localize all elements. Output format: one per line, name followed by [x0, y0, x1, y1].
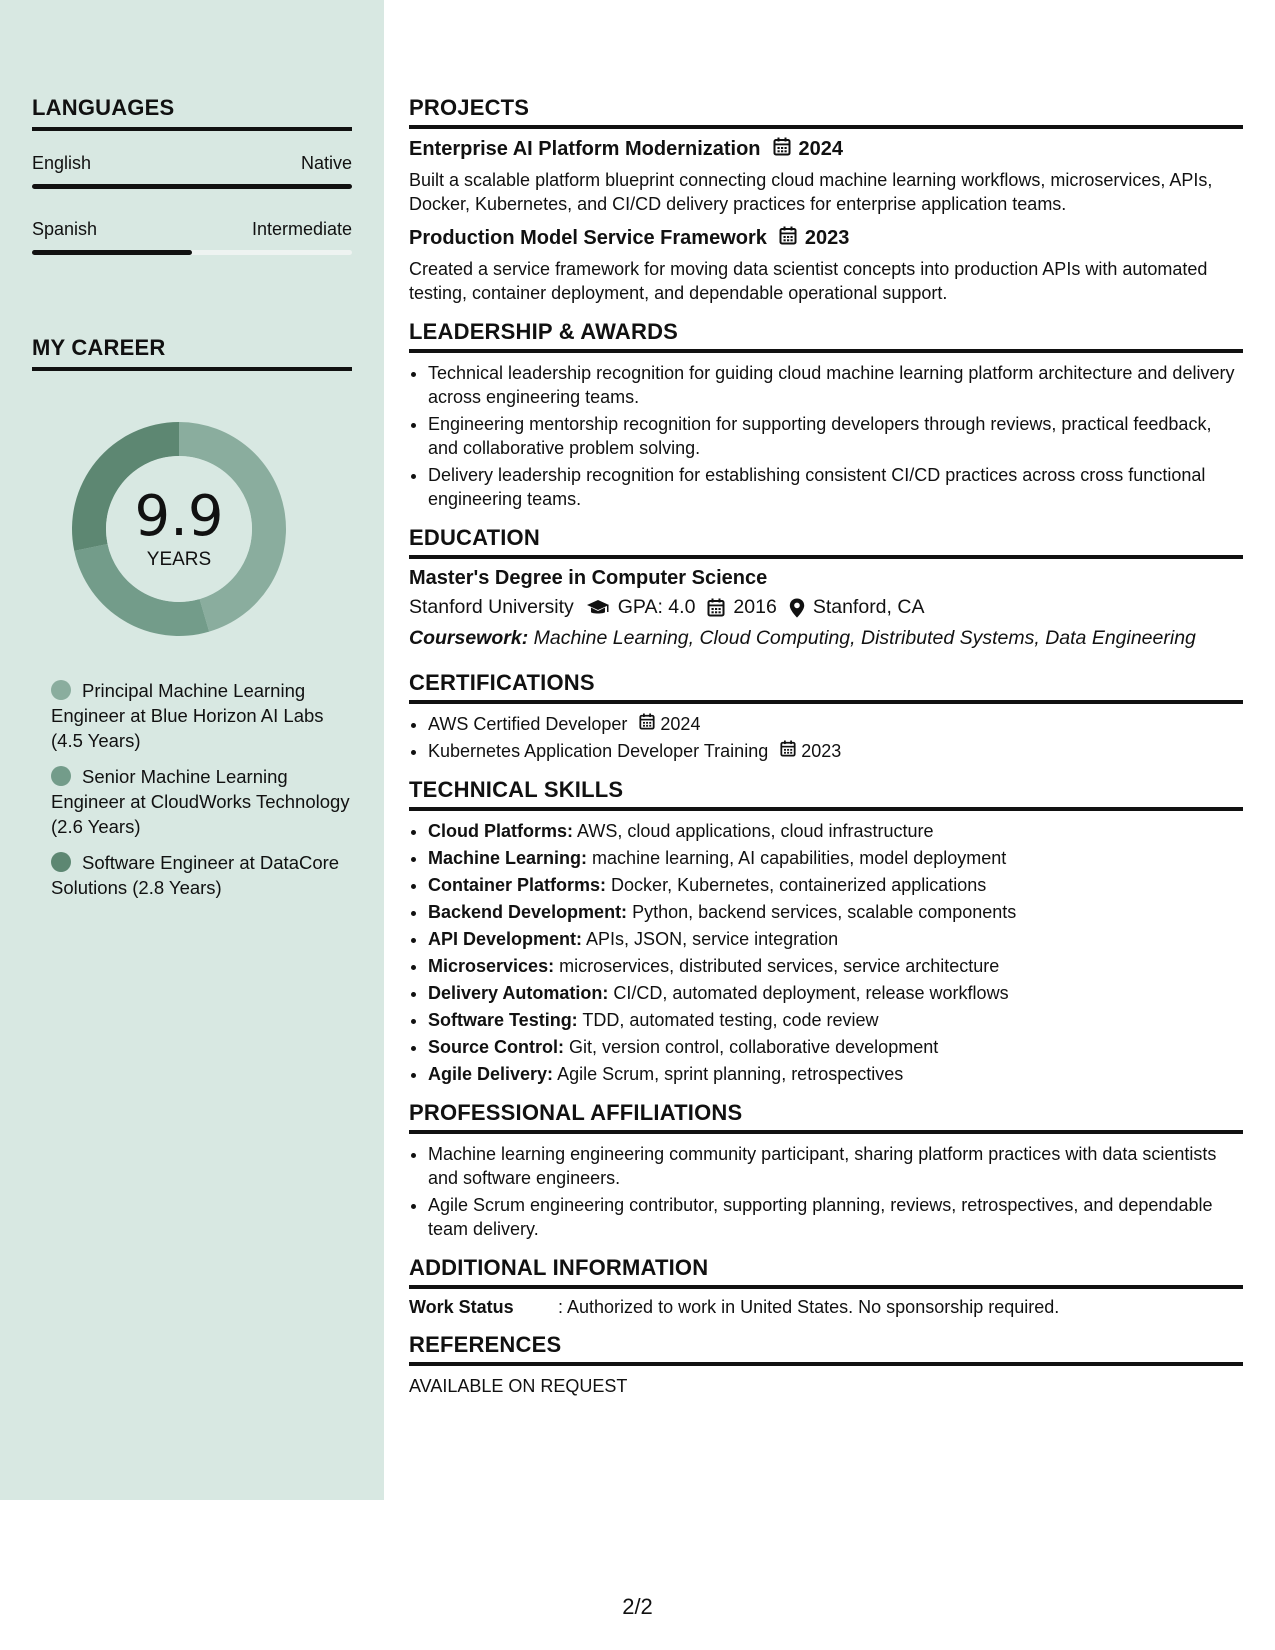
career-item [51, 764, 351, 839]
graduation-cap-icon [586, 599, 610, 617]
career-legend-dot [51, 852, 71, 872]
education-degree: Master's Degree in Computer Science [409, 567, 768, 589]
project-item [409, 226, 1243, 305]
sidebar [0, 0, 384, 1500]
leadership-item: • Engineering mentorship recognition for supporting developers through reviews, practical feedback, and collaborative problem solving. [428, 412, 1243, 460]
education-heading: EDUCATION [409, 525, 1243, 559]
skill-value: Python, backend services, scalable components [632, 902, 1017, 922]
project-title: Enterprise AI Platform Modernization [409, 138, 761, 160]
education-section [409, 525, 1243, 650]
skill-label: Agile Delivery: [428, 1064, 554, 1084]
skill-item [428, 1035, 1243, 1059]
projects-heading: PROJECTS [409, 95, 1243, 129]
career-donut-chart [66, 416, 292, 642]
calendar-icon [773, 137, 791, 162]
project-description: Built a scalable platform blueprint connecting cloud machine learning workflows, microservices, APIs, Docker, Kubernetes, and CI/CD delivery practices for enterprise application teams. [409, 170, 1213, 214]
certifications-list [409, 712, 1243, 763]
affiliation-item: • Machine learning engineering community participant, sharing platform practices with data scientists and software engineers. [428, 1142, 1243, 1190]
skill-label: Microservices: [428, 956, 555, 976]
skill-item [428, 846, 1243, 870]
skill-label: Source Control: [428, 1037, 565, 1057]
skill-item [428, 900, 1243, 924]
education-location: Stanford, CA [812, 596, 925, 618]
skill-item [428, 873, 1243, 897]
coursework-label: Coursework: [409, 627, 529, 649]
education-year: 2016 [733, 596, 777, 618]
language-proficiency-fill [32, 250, 192, 255]
certification-year: 2024 [660, 714, 701, 734]
skill-label: Cloud Platforms: [428, 821, 574, 841]
leadership-section [409, 319, 1243, 511]
skill-value: machine learning, AI capabilities, model deployment [592, 848, 1007, 868]
affiliations-list [409, 1142, 1243, 1241]
career-donut-center [66, 416, 292, 642]
skill-item [428, 954, 1243, 978]
certification-name: • Kubernetes Application Developer Training [428, 741, 769, 761]
career-total-value: 9.9 [134, 484, 224, 549]
skill-label: Delivery Automation: [428, 983, 609, 1003]
map-pin-icon [789, 598, 805, 618]
languages-heading: LANGUAGES [32, 95, 352, 131]
skill-value: CI/CD, automated deployment, release workflows [613, 983, 1009, 1003]
skills-section [409, 777, 1243, 1086]
certifications-heading: CERTIFICATIONS [409, 670, 1243, 704]
language-proficiency-bar [32, 184, 352, 189]
affiliations-section [409, 1100, 1243, 1241]
skill-label: Container Platforms: [428, 875, 607, 895]
career-item-text: Senior Machine Learning Engineer at CloudWorks Technology (2.6 Years) [51, 766, 350, 837]
career-item-text: Principal Machine Learning Engineer at Blue Horizon AI Labs (4.5 Years) [51, 680, 324, 751]
language-level: Intermediate [251, 219, 352, 239]
project-description: Created a service framework for moving data scientist concepts into production APIs with automated testing, container deployment, and dependable operational support. [409, 259, 1208, 303]
education-coursework [409, 627, 1243, 650]
skill-item [428, 981, 1243, 1005]
skill-value: Docker, Kubernetes, containerized applications [611, 875, 987, 895]
career-list [51, 678, 351, 911]
additional-heading: ADDITIONAL INFORMATION [409, 1255, 1243, 1289]
education-gpa: GPA: 4.0 [617, 596, 696, 618]
calendar-icon [780, 739, 796, 763]
skill-label: Software Testing: [428, 1010, 578, 1030]
skill-label: Machine Learning: [428, 848, 588, 868]
skill-item [428, 927, 1243, 951]
project-year: 2024 [798, 138, 844, 160]
affiliation-item: • Agile Scrum engineering contributor, supporting planning, reviews, retrospectives, and dependable team delivery. [428, 1193, 1243, 1241]
project-title: Production Model Service Framework [409, 227, 767, 249]
skill-item [428, 1008, 1243, 1032]
career-item [51, 678, 351, 753]
leadership-item: • Technical leadership recognition for guiding cloud machine learning platform architecture and delivery across engineering teams. [428, 361, 1243, 409]
skill-value: AWS, cloud applications, cloud infrastructure [577, 821, 934, 841]
coursework-value: Machine Learning, Cloud Computing, Distributed Systems, Data Engineering [533, 627, 1196, 649]
skill-label: API Development: [428, 929, 583, 949]
skill-value: APIs, JSON, service integration [586, 929, 839, 949]
leadership-item: • Delivery leadership recognition for establishing consistent CI/CD practices across cross functional engineering teams. [428, 463, 1243, 511]
skill-item [428, 1062, 1243, 1086]
certifications-section [409, 670, 1243, 763]
language-name: Spanish [32, 219, 98, 239]
certification-name: • AWS Certified Developer [428, 714, 628, 734]
affiliations-heading: PROFESSIONAL AFFILIATIONS [409, 1100, 1243, 1134]
language-level: Native [300, 153, 352, 173]
language-proficiency-fill [32, 184, 352, 189]
certification-year: 2023 [801, 741, 842, 761]
language-item [32, 153, 352, 189]
languages-section [32, 95, 352, 255]
references-heading: REFERENCES [409, 1332, 1243, 1366]
references-section [409, 1332, 1243, 1398]
main-column [409, 95, 1243, 1412]
calendar-icon [707, 598, 725, 617]
certification-item [428, 712, 1243, 736]
skill-value: TDD, automated testing, code review [582, 1010, 879, 1030]
language-item [32, 219, 352, 255]
skill-label: Backend Development: [428, 902, 628, 922]
leadership-heading: LEADERSHIP & AWARDS [409, 319, 1243, 353]
career-item [51, 850, 351, 900]
education-school: Stanford University [409, 596, 574, 618]
career-legend-dot [51, 766, 71, 786]
skill-item [428, 819, 1243, 843]
skill-value: Agile Scrum, sprint planning, retrospectives [557, 1064, 904, 1084]
career-legend-dot [51, 680, 71, 700]
career-section [32, 335, 352, 371]
skill-value: Git, version control, collaborative development [569, 1037, 939, 1057]
work-status-value: : Authorized to work in United States. No sponsorship required. [558, 1297, 1060, 1317]
calendar-icon [639, 712, 655, 736]
skills-list [409, 819, 1243, 1086]
career-item-text: Software Engineer at DataCore Solutions (2.8 Years) [51, 852, 340, 898]
leadership-list [409, 361, 1243, 511]
calendar-icon [779, 226, 797, 251]
projects-section [409, 95, 1243, 305]
work-status-row [409, 1297, 1243, 1318]
references-text: AVAILABLE ON REQUEST [409, 1376, 628, 1396]
page-number: 2/2 [622, 1594, 653, 1619]
project-item [409, 137, 1243, 216]
project-year: 2023 [804, 227, 850, 249]
additional-section [409, 1255, 1243, 1318]
skill-value: microservices, distributed services, service architecture [559, 956, 1000, 976]
skills-heading: TECHNICAL SKILLS [409, 777, 1243, 811]
work-status-label: Work Status [409, 1297, 514, 1317]
career-heading: MY CAREER [32, 335, 352, 371]
career-total-unit: YEARS [146, 549, 212, 570]
language-proficiency-bar [32, 250, 352, 255]
language-name: English [32, 153, 92, 173]
certification-item [428, 739, 1243, 763]
